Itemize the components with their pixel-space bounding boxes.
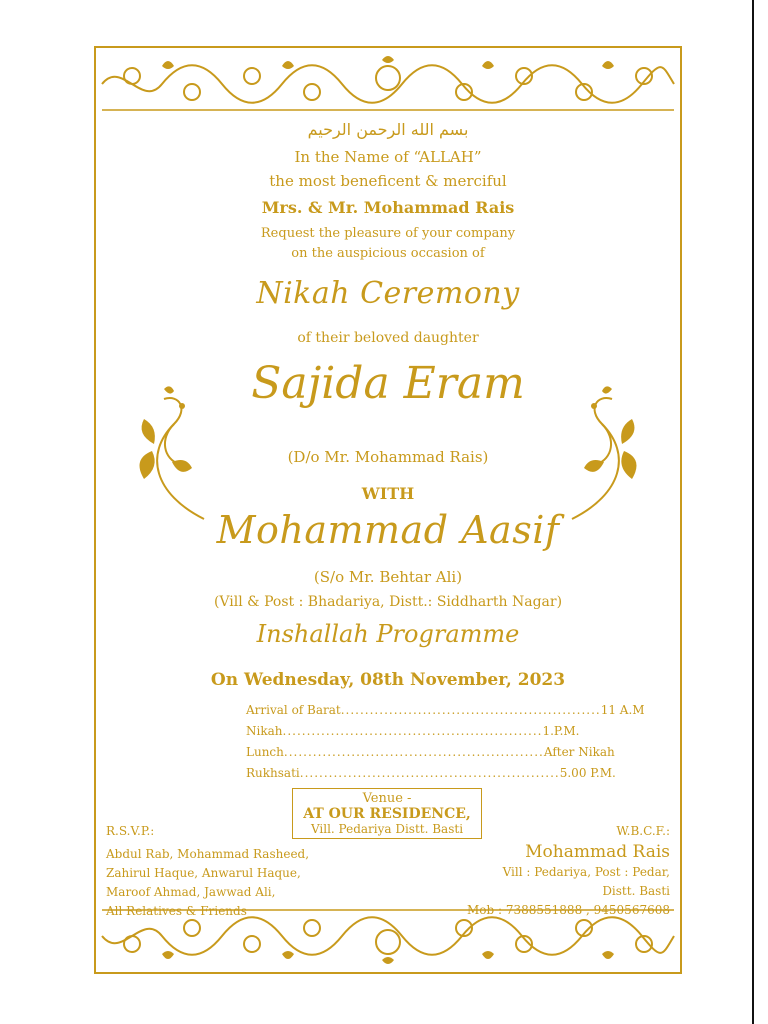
ornamental-border-top-icon [102,54,674,116]
venue-box [292,788,482,839]
rsvp-line: Maroof Ahmad, Jawwad Ali, [106,885,276,899]
schedule-row [246,742,615,763]
wbcf-address-2: Distt. Basti [602,884,670,898]
invitation-card [94,46,682,974]
schedule-time: 1.P.M. [542,724,580,738]
relation-line: of their beloved daughter [297,330,479,346]
venue-label: Venue - [362,791,412,806]
programme-title: Inshallah Programme [256,620,520,648]
event-title: Nikah Ceremony [256,276,520,311]
request-line: Request the pleasure of your company [260,226,516,241]
venue-address: Vill. Pedariya Distt. Basti [310,822,464,836]
rsvp-line: Abdul Rab, Mohammad Rasheed, [106,847,310,861]
wbcf-name: Mohammad Rais [525,842,670,862]
request-line-2: on the auspicious occasion of [291,246,485,261]
schedule-row [246,700,645,721]
programme-date: On Wednesday, 08th November, 2023 [210,670,566,690]
groom-address: (Vill & Post : Bhadariya, Distt.: Siddharth Nagar) [213,594,563,610]
schedule-time: 5.00 P.M. [559,766,616,780]
wbcf-mobile: Mob : 7388551888 , 9450567608 [466,903,670,917]
schedule-label: Arrival of Barat [246,703,341,717]
schedule-time: 11 A.M [600,703,645,717]
rsvp-line: Zahirul Haque, Anwarul Haque, [106,866,301,880]
schedule-row [246,763,616,784]
opening-line: In the Name of “ALLAH” [294,148,482,166]
venue-name: AT OUR RESIDENCE, [303,806,471,822]
schedule-label: Lunch [246,745,284,759]
leader-dots: ...................................................... [282,724,543,738]
with-label: WITH [361,484,415,503]
schedule-time: After Nikah [543,745,615,759]
groom-name: Mohammad Aasif [216,508,560,552]
ornamental-border-bottom-icon [102,904,674,966]
bismillah-text: بسم الله الرحمن الرحيم [307,120,469,139]
wbcf-address: Vill : Pedariya, Post : Pedar, [502,865,670,879]
schedule-label: Nikah [246,724,283,738]
floral-flourish-left-icon [134,384,212,524]
wbcf-heading: W.B.C.F.: [616,824,670,838]
schedule-row [246,721,580,742]
opening-line-2: the most beneficent & merciful [269,172,507,190]
rsvp-line: All Relatives & Friends [106,904,247,918]
groom-parent: (S/o Mr. Behtar Ali) [313,568,463,586]
bride-parent: (D/o Mr. Mohammad Rais) [287,448,489,466]
programme-schedule [246,700,645,784]
rsvp-heading: R.S.V.P.: [106,824,155,838]
schedule-label: Rukhsati [246,766,300,780]
page-edge-line [752,0,754,1024]
hosts-name: Mrs. & Mr. Mohammad Rais [261,198,515,217]
bride-name: Sajida Eram [251,358,525,409]
floral-flourish-right-icon [564,384,642,524]
leader-dots: ...................................................... [283,745,544,759]
leader-dots: ...................................................... [299,766,560,780]
leader-dots: ...................................................... [340,703,601,717]
